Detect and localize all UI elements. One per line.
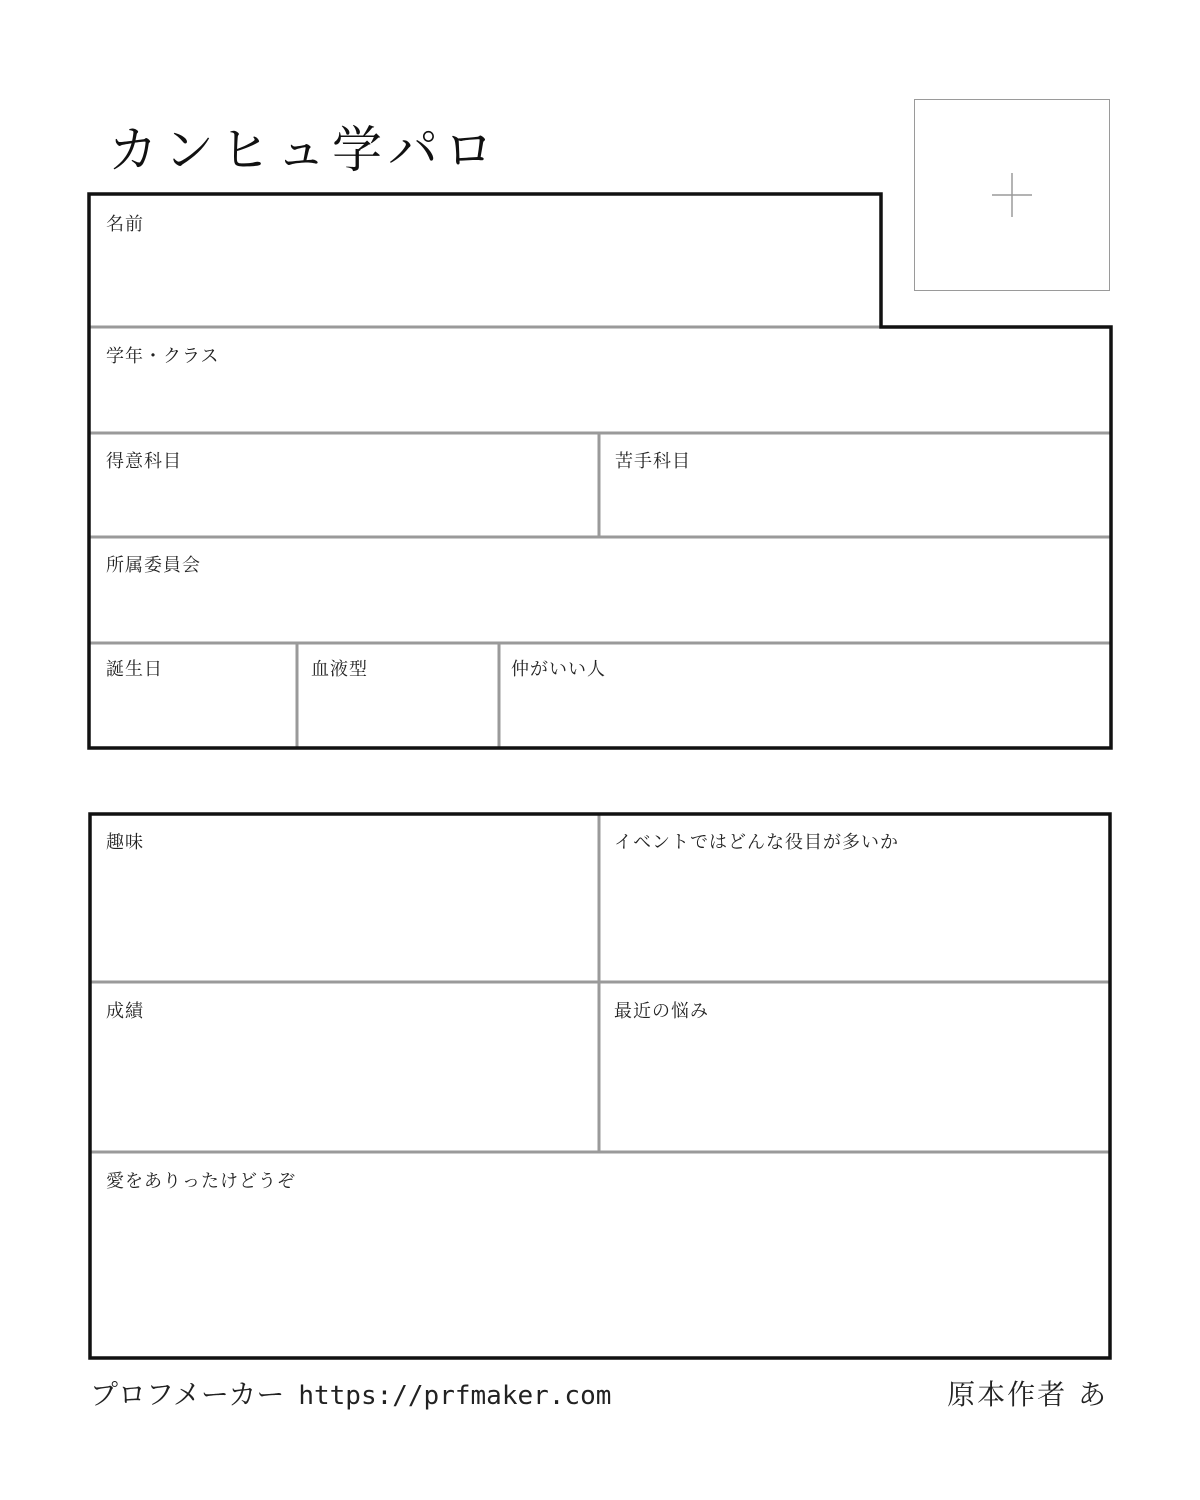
maker-url-link[interactable]: https://prfmaker.com [298, 1381, 612, 1411]
name-field[interactable] [91, 196, 879, 325]
good-subject-label: 得意科目 [106, 451, 182, 472]
name-label: 名前 [106, 214, 144, 235]
love-label: 愛をありったけどうぞ [106, 1171, 296, 1192]
footer-maker [90, 1373, 611, 1413]
weak-subject-label: 苦手科目 [615, 451, 691, 472]
hobby-field[interactable] [92, 816, 597, 980]
committee-label: 所属委員会 [106, 555, 201, 576]
committee-field[interactable] [91, 539, 1109, 641]
grades-label: 成績 [106, 1001, 144, 1022]
original-author: 原本作者 あ [947, 1378, 1108, 1411]
grade-class-field[interactable] [91, 329, 1109, 431]
close-friends-label: 仲がいい人 [511, 659, 606, 680]
blood-type-label: 血液型 [311, 659, 368, 680]
grade-class-label: 学年・クラス [106, 346, 220, 367]
maker-label: プロフメーカー [90, 1378, 285, 1411]
worries-label: 最近の悩み [614, 1001, 709, 1022]
grades-field[interactable] [92, 984, 597, 1150]
page-title: カンヒュ学パロ [108, 121, 500, 179]
event-role-label: イベントではどんな役目が多いか [614, 832, 899, 853]
birthday-label: 誕生日 [106, 659, 163, 680]
hobby-label: 趣味 [106, 832, 144, 853]
